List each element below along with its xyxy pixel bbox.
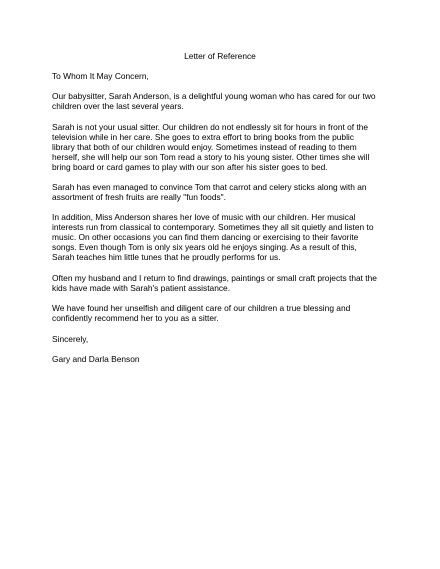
paragraph-6-line-1: We have found her unselfish and diligent care of our children a true blessing and [52,303,351,313]
paragraph-2-line-1: Sarah is not your usual sitter. Our children do not endlessly sit for hours in front of the [52,122,369,132]
letter-title: Letter of Reference [184,51,256,61]
signature: Gary and Darla Benson [52,354,140,364]
paragraph-5-line-1: Often my husband and I return to find drawings, paintings or small craft projects that the [52,273,377,283]
paragraph-1-line-2: children over the last several years. [52,101,184,111]
paragraph-6-line-2: confidently recommend her to you as a sitter. [52,313,219,323]
paragraph-2-line-5: bring board or card games to play with our son after his sister goes to bed. [52,162,328,172]
paragraph-4-line-2: interests run from classical to contemporary. Sometimes they all sit quietly and listen to [52,222,374,232]
paragraph-3-line-1: Sarah has even managed to convince Tom that carrot and celery sticks along with an [52,182,367,192]
paragraph-1-line-1: Our babysitter, Sarah Anderson, is a delightful young woman who has cared for our two [52,91,376,101]
paragraph-5-line-2: kids have made with Sarah's patient assistance. [52,283,231,293]
paragraph-2-line-3: library that both of our children would enjoy. Sometimes instead of reading to them [52,142,357,152]
closing: Sincerely, [52,334,89,344]
paragraph-2-line-4: herself, she will help our son Tom read a story to his young sister. Other times she will [52,152,370,162]
paragraph-4-line-3: music. On other occasions you can find them dancing or exercising to their favorite [52,232,359,242]
paragraph-4-line-4: songs. Even though Tom is only six years old he enjoys singing. As a result of this, [52,242,357,252]
paragraph-3-line-2: assortment of fresh fruits are really "fun foods". [52,192,226,202]
paragraph-4-line-1: In addition, Miss Anderson shares her love of music with our children. Her musical [52,212,356,222]
paragraph-2-line-2: television while in her care. She goes to extra effort to bring books from the public [52,132,354,142]
paragraph-4-line-5: Sarah teaches him little tunes that he proudly performs for us. [52,252,281,262]
salutation: To Whom It May Concern, [52,71,149,81]
